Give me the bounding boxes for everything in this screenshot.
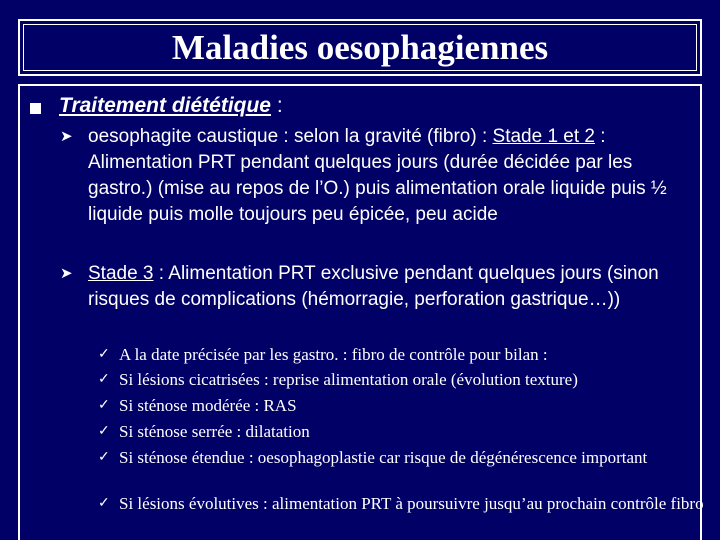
check-item bbox=[98, 493, 704, 515]
checkmark-icon: ✓ bbox=[98, 372, 110, 387]
check-item bbox=[98, 447, 704, 469]
square-bullet-icon bbox=[30, 103, 41, 114]
check-item-text: Si lésions cicatrisées : reprise alimentation orale (évolution texture) bbox=[119, 370, 578, 389]
sub-item-body: oesophagite caustique : selon la gravité (fibro) : Stade 1 et 2 : Alimentation PRT pendant quelques jours (durée décidée par les gastro.) (mise au repos de l’O.) puis alimentation orale liquide puis ½ liquide puis molle toujours peu épicée, peu acide bbox=[88, 126, 667, 225]
checkmark-icon: ✓ bbox=[98, 347, 110, 362]
sub-item-lead: Stade 3 bbox=[88, 263, 154, 284]
sub-item-text bbox=[88, 124, 688, 228]
arrowhead-bullet-icon: ➤ bbox=[60, 128, 73, 145]
checkmark-icon: ✓ bbox=[98, 496, 110, 511]
check-item-text: Si lésions évolutives : alimentation PRT à poursuivre jusqu’au prochain contrôle fibro bbox=[119, 494, 704, 513]
arrowhead-bullet-icon: ➤ bbox=[60, 265, 73, 282]
checkmark-icon: ✓ bbox=[98, 398, 110, 413]
sub-item bbox=[60, 124, 688, 228]
sub-item-body: : Alimentation PRT exclusive pendant quelques jours (sinon risques de complications (hémorragie, perforation gastrique…)) bbox=[88, 263, 659, 310]
main-bullet-text bbox=[59, 92, 283, 120]
check-item-text: A la date précisée par les gastro. : fibro de contrôle pour bilan : bbox=[119, 345, 548, 364]
title-frame bbox=[18, 19, 702, 76]
check-item bbox=[98, 395, 704, 417]
check-item-text: Si sténose étendue : oesophagoplastie car risque de dégénérescence important bbox=[119, 448, 648, 467]
sub-item-text bbox=[88, 261, 688, 313]
main-bullet bbox=[30, 90, 283, 120]
slide-title: Maladies oesophagiennes bbox=[171, 27, 549, 67]
check-item bbox=[98, 421, 704, 443]
stage-label: Stade 1 et 2 bbox=[492, 126, 595, 147]
checkmark-icon: ✓ bbox=[98, 450, 110, 465]
checkmark-icon: ✓ bbox=[98, 424, 110, 439]
check-item-text: Si sténose modérée : RAS bbox=[119, 396, 297, 415]
sub-item bbox=[60, 261, 688, 313]
content-frame bbox=[18, 84, 702, 540]
check-item-text: Si sténose serrée : dilatation bbox=[119, 422, 310, 441]
check-item bbox=[98, 344, 704, 366]
main-bullet-tail: : bbox=[271, 94, 283, 117]
main-bullet-lead: Traitement diététique bbox=[59, 94, 271, 117]
check-item bbox=[98, 369, 704, 391]
